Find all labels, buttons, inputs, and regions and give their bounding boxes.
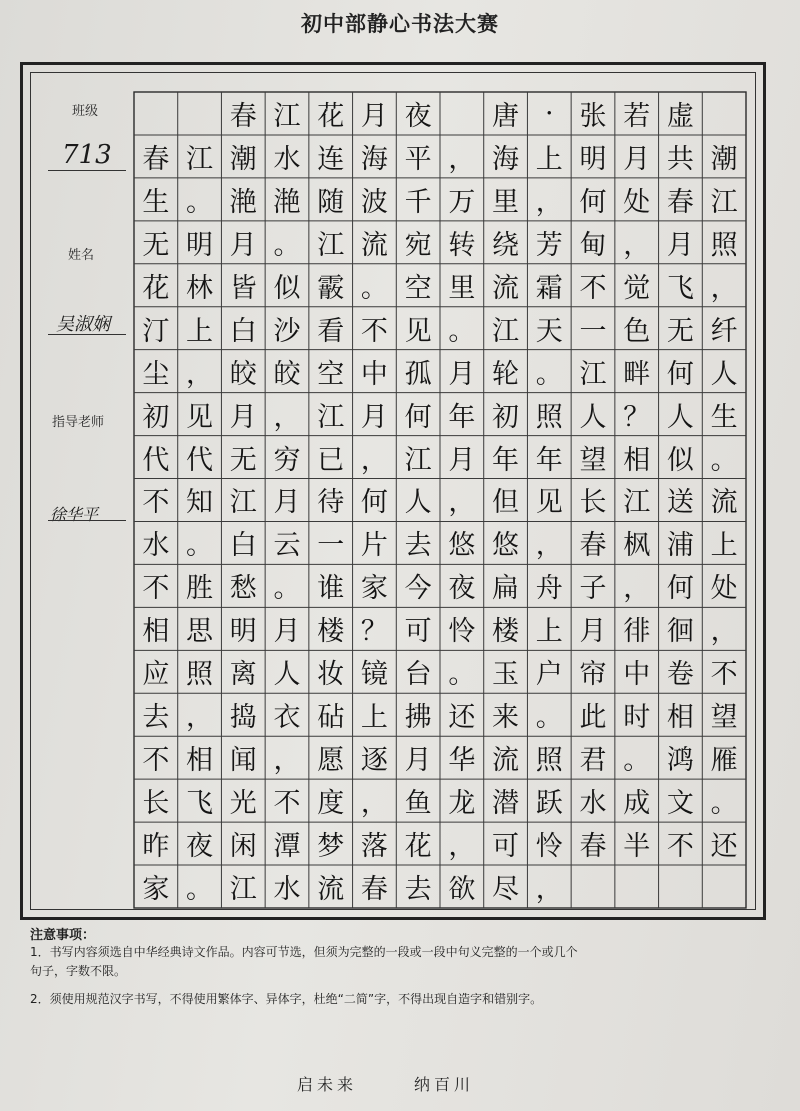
grid-cell-char: 处 xyxy=(623,186,651,218)
grid-cell-char: 不 xyxy=(142,745,170,777)
grid-cell-char: 照 xyxy=(535,401,563,433)
grid-cell-char: 楼 xyxy=(492,616,520,648)
grid-cell-char: 待 xyxy=(317,487,345,519)
grid-cell-char: 见 xyxy=(535,487,563,519)
grid-cell-char: 共 xyxy=(666,143,694,175)
grid-cell-char: 夜 xyxy=(448,573,476,605)
grid-cell-char: 尘 xyxy=(142,358,170,390)
grid-cell-char: 流 xyxy=(317,874,345,906)
grid-cell-char: 海 xyxy=(360,143,388,175)
grid-cell-char: 水 xyxy=(273,143,301,175)
grid-cell-char: 唐 xyxy=(492,100,520,132)
grid-cell-char: 花 xyxy=(317,100,345,132)
grid-cell-char: ， xyxy=(448,831,476,863)
grid-cell-char: 白 xyxy=(229,315,257,347)
grid-cell-char: 霰 xyxy=(317,272,345,304)
grid-cell-char: 明 xyxy=(229,616,257,648)
grid-cell-char: 空 xyxy=(404,272,432,304)
grid-cell-char: 愁 xyxy=(229,573,257,605)
grid-cell-char: 月 xyxy=(579,616,607,648)
grid-cell-char: ， xyxy=(535,530,563,562)
grid-cell-char: 江 xyxy=(273,100,301,132)
grid-cell-char: 江 xyxy=(579,358,607,390)
grid-cell-char: 江 xyxy=(623,487,651,519)
grid-cell-char: 沙 xyxy=(273,315,301,347)
grid-cell-char: 千 xyxy=(404,186,432,218)
grid-cell-char: 江 xyxy=(404,444,432,476)
grid-cell-char: 捣 xyxy=(229,702,257,734)
grid-cell-char: 半 xyxy=(623,831,651,863)
grid-cell-char: 何 xyxy=(666,358,694,390)
grid-cell-char: 离 xyxy=(229,659,257,691)
grid-cell-char: 昨 xyxy=(142,831,170,863)
grid-cell-char: 。 xyxy=(710,788,738,820)
grid-cell-char: 家 xyxy=(142,874,170,906)
grid-cell-char: 空 xyxy=(317,358,345,390)
grid-cell-char: 照 xyxy=(186,659,214,691)
grid-cell-char: 孤 xyxy=(404,358,432,390)
grid-cell-char: 镜 xyxy=(360,659,388,691)
grid-cell-char: 。 xyxy=(273,573,301,605)
grid-cell-char: 。 xyxy=(273,229,301,261)
grid-cell-char: 似 xyxy=(273,272,301,304)
grid-cell-char: 相 xyxy=(623,444,651,476)
grid-cell-char: 江 xyxy=(317,401,345,433)
grid-cell-char: 月 xyxy=(666,229,694,261)
grid-cell-char: 不 xyxy=(360,315,388,347)
grid-cell-char: 枫 xyxy=(623,530,651,562)
grid-cell-char: 月 xyxy=(360,401,388,433)
grid-cell-char: 无 xyxy=(666,315,694,347)
grid-cell-char: 月 xyxy=(360,100,388,132)
grid-cell-char: 。 xyxy=(535,702,563,734)
grid-cell-char: 月 xyxy=(404,745,432,777)
grid-cell-char: 闲 xyxy=(229,831,257,863)
teacher-value: 徐华平 xyxy=(50,505,99,524)
grid-cell-char: ， xyxy=(186,358,214,390)
grid-cell-char: 砧 xyxy=(317,702,345,734)
grid-cell-char: 人 xyxy=(404,487,432,519)
note-item-2: 2．须使用规范汉字书写，不得使用繁体字、异体字，杜绝“二简”字，不得出现自造字和错别字。 xyxy=(30,992,543,1006)
grid-cell-char: 皆 xyxy=(229,272,257,304)
grid-cell-char: 欲 xyxy=(448,874,476,906)
grid-cell-char: 户 xyxy=(535,659,563,691)
grid-cell-char: ， xyxy=(623,229,651,261)
grid-cell-char: 转 xyxy=(448,229,476,261)
grid-cell-char: 不 xyxy=(142,487,170,519)
grid-cell-char: 但 xyxy=(492,487,520,519)
grid-cell-char: 拂 xyxy=(404,702,432,734)
grid-cell-char: 上 xyxy=(186,315,214,347)
grid-cell-char: 何 xyxy=(666,573,694,605)
grid-cell-char: 无 xyxy=(229,444,257,476)
grid-cell-char: ？ xyxy=(360,616,388,648)
grid-cell-char: 楼 xyxy=(317,616,345,648)
grid-cell-char: 代 xyxy=(186,444,214,476)
grid-cell-char: 流 xyxy=(360,229,388,261)
grid-cell-char: 。 xyxy=(186,186,214,218)
grid-cell-char: 年 xyxy=(492,444,520,476)
grid-cell-char: 甸 xyxy=(579,229,607,261)
grid-cell-char: 月 xyxy=(623,143,651,175)
grid-cell-char: 华 xyxy=(448,745,476,777)
grid-cell-char: 处 xyxy=(710,573,738,605)
grid-cell-char: 成 xyxy=(623,788,651,820)
grid-cell-char: ， xyxy=(186,702,214,734)
grid-cell-char: 上 xyxy=(535,616,563,648)
grid-cell-char: 人 xyxy=(710,358,738,390)
grid-cell-char: 波 xyxy=(360,186,388,218)
grid-cell-char: 愿 xyxy=(317,745,345,777)
grid-cell-char: 月 xyxy=(229,401,257,433)
grid-cell-char: 长 xyxy=(142,788,170,820)
grid-cell-char: 不 xyxy=(579,272,607,304)
grid-cell-char: 色 xyxy=(623,315,651,347)
grid-cell-char: 轮 xyxy=(492,358,520,390)
notes-heading: 注意事项： xyxy=(30,928,96,943)
grid-cell-char: 江 xyxy=(229,487,257,519)
grid-cell-char: 不 xyxy=(273,788,301,820)
grid-cell-char: 时 xyxy=(623,702,651,734)
grid-cell-char: 何 xyxy=(579,186,607,218)
name-label: 姓名 xyxy=(68,248,95,263)
grid-cell-char: 潭 xyxy=(273,831,301,863)
grid-cell-char: 人 xyxy=(273,659,301,691)
grid-cell-char: 春 xyxy=(579,530,607,562)
grid-cell-char: 花 xyxy=(142,272,170,304)
grid-cell-char: 徊 xyxy=(666,616,694,648)
grid-cell-char: 玉 xyxy=(492,659,520,691)
footer-left: 启未来 xyxy=(297,1075,358,1094)
grid-cell-char: ， xyxy=(535,186,563,218)
grid-cell-char: 文 xyxy=(666,788,694,820)
grid-cell-char: · xyxy=(544,97,554,129)
grid-cell-char: 海 xyxy=(492,143,520,175)
grid-cell-char: 已 xyxy=(317,444,345,476)
grid-cell-char: ， xyxy=(623,573,651,605)
grid-cell-char: 飞 xyxy=(666,272,694,304)
grid-cell-char: 度 xyxy=(317,788,345,820)
grid-cell-char: 谁 xyxy=(317,573,345,605)
grid-cell-char: 鸿 xyxy=(666,745,694,777)
grid-cell-char: 应 xyxy=(142,659,170,691)
grid-cell-char: 霜 xyxy=(535,272,563,304)
grid-cell-char: 胜 xyxy=(186,573,214,605)
grid-cell-char: 龙 xyxy=(448,788,476,820)
grid-cell-char: 照 xyxy=(535,745,563,777)
grid-cell-char: 连 xyxy=(317,143,345,175)
grid-cell-char: 月 xyxy=(229,229,257,261)
grid-cell-char: 一 xyxy=(317,530,345,562)
grid-cell-char: 白 xyxy=(229,530,257,562)
class-value: 713 xyxy=(62,140,112,170)
grid-cell-char: 潮 xyxy=(229,143,257,175)
grid-cell-char: 皎 xyxy=(229,358,257,390)
grid-cell-char: 月 xyxy=(273,616,301,648)
grid-cell-char: 无 xyxy=(142,229,170,261)
grid-cell-char: 。 xyxy=(360,272,388,304)
grid-cell-char: 。 xyxy=(186,874,214,906)
note-item-1-line-1: 1．书写内容须选自中华经典诗文作品。内容可节选，但须为完整的一段或一段中句义完整的一个或几个 xyxy=(30,945,578,959)
grid-cell-char: 君 xyxy=(579,745,607,777)
grid-cell-char: ， xyxy=(273,745,301,777)
grid-cell-char: 平 xyxy=(404,143,432,175)
class-label: 班级 xyxy=(72,104,99,119)
grid-cell-char: 春 xyxy=(360,874,388,906)
grid-cell-char: 春 xyxy=(142,143,170,175)
grid-cell-char: 片 xyxy=(360,530,388,562)
grid-cell-char: 。 xyxy=(186,530,214,562)
grid-cell-char: 水 xyxy=(273,874,301,906)
grid-cell-char: 一 xyxy=(579,315,607,347)
grid-cell-char: 随 xyxy=(317,186,345,218)
grid-cell-char: 月 xyxy=(448,444,476,476)
grid-cell-char: 何 xyxy=(404,401,432,433)
grid-cell-char: 尽 xyxy=(492,874,520,906)
grid-cell-char: 江 xyxy=(317,229,345,261)
grid-cell-char: 初 xyxy=(142,401,170,433)
grid-cell-char: 人 xyxy=(579,401,607,433)
grid-cell-char: 逐 xyxy=(360,745,388,777)
grid-cell-char: 春 xyxy=(579,831,607,863)
grid-cell-char: 帘 xyxy=(579,659,607,691)
grid-cell-char: 相 xyxy=(142,616,170,648)
grid-cell-char: 子 xyxy=(579,573,607,605)
grid-cell-char: 舟 xyxy=(535,573,563,605)
grid-cell-char: ， xyxy=(535,874,563,906)
grid-cell-char: 滟 xyxy=(273,186,301,218)
grid-cell-char: 人 xyxy=(666,401,694,433)
grid-cell-char: 天 xyxy=(535,315,563,347)
grid-cell-char: 不 xyxy=(142,573,170,605)
grid-cell-char: 生 xyxy=(142,186,170,218)
grid-cell-char: 去 xyxy=(404,530,432,562)
grid-cell-char: 闻 xyxy=(229,745,257,777)
grid-cell-char: 夜 xyxy=(186,831,214,863)
grid-cell-char: 水 xyxy=(579,788,607,820)
grid-cell-char: 知 xyxy=(186,487,214,519)
grid-cell-char: 见 xyxy=(186,401,214,433)
grid-cell-char: 悠 xyxy=(448,530,476,562)
grid-cell-char: 里 xyxy=(492,186,520,218)
grid-cell-char: 扁 xyxy=(492,573,520,605)
grid-cell-char: ， xyxy=(710,616,738,648)
grid-cell-char: 今 xyxy=(404,573,432,605)
grid-cell-char: 还 xyxy=(448,702,476,734)
grid-cell-char: 月 xyxy=(448,358,476,390)
grid-cell-char: 绕 xyxy=(492,229,520,261)
grid-cell-char: 跃 xyxy=(535,788,563,820)
grid-cell-char: 。 xyxy=(535,358,563,390)
grid-cell-char: 徘 xyxy=(623,616,651,648)
grid-cell-char: 春 xyxy=(229,100,257,132)
grid-cell-char: 中 xyxy=(360,358,388,390)
grid-cell-char: 此 xyxy=(579,702,607,734)
grid-cell-char: 年 xyxy=(535,444,563,476)
grid-cell-char: 还 xyxy=(710,831,738,863)
page-title: 初中部静心书法大赛 xyxy=(301,11,499,36)
grid-cell-char: 去 xyxy=(404,874,432,906)
grid-cell-char: 云 xyxy=(273,530,301,562)
grid-cell-char: 长 xyxy=(579,487,607,519)
grid-cell-char: 潮 xyxy=(710,143,738,175)
grid-cell-char: 照 xyxy=(710,229,738,261)
grid-cell-char: 何 xyxy=(360,487,388,519)
grid-cell-char: 望 xyxy=(710,702,738,734)
grid-cell-char: 光 xyxy=(229,788,257,820)
grid-cell-char: 台 xyxy=(404,659,432,691)
grid-cell-char: 林 xyxy=(186,272,214,304)
grid-cell-char: 滟 xyxy=(229,186,257,218)
grid-cell-char: 相 xyxy=(666,702,694,734)
grid-cell-char: 上 xyxy=(360,702,388,734)
grid-cell-char: ， xyxy=(360,788,388,820)
grid-cell-char: 似 xyxy=(666,444,694,476)
grid-cell-char: 芳 xyxy=(535,229,563,261)
grid-cell-char: 可 xyxy=(492,831,520,863)
grid-cell-char: 看 xyxy=(317,315,345,347)
grid-cell-char: 落 xyxy=(360,831,388,863)
grid-cell-char: 浦 xyxy=(666,530,694,562)
grid-cell-char: 江 xyxy=(710,186,738,218)
grid-cell-char: 妆 xyxy=(317,659,345,691)
grid-cell-char: 送 xyxy=(666,487,694,519)
grid-cell-char: 流 xyxy=(710,487,738,519)
grid-cell-char: 梦 xyxy=(317,831,345,863)
grid-cell-char: 生 xyxy=(710,401,738,433)
grid-cell-char: 夜 xyxy=(404,100,432,132)
grid-cell-char: 江 xyxy=(229,874,257,906)
grid-cell-char: 皎 xyxy=(273,358,301,390)
grid-cell-char: 月 xyxy=(273,487,301,519)
grid-cell-char: 明 xyxy=(579,143,607,175)
grid-cell-char: 潜 xyxy=(492,788,520,820)
grid-cell-char: 若 xyxy=(623,100,651,132)
grid-cell-char: 衣 xyxy=(273,702,301,734)
teacher-label: 指导老师 xyxy=(52,415,105,430)
grid-cell-char: 上 xyxy=(710,530,738,562)
grid-cell-char: 万 xyxy=(448,186,476,218)
grid-cell-char: 初 xyxy=(492,401,520,433)
grid-cell-char: 流 xyxy=(492,272,520,304)
footer-right: 纳百川 xyxy=(414,1075,475,1094)
grid-cell-char: 花 xyxy=(404,831,432,863)
grid-cell-char: 觉 xyxy=(623,272,651,304)
grid-cell-char: 家 xyxy=(360,573,388,605)
grid-cell-char: 悠 xyxy=(492,530,520,562)
grid-cell-char: 望 xyxy=(579,444,607,476)
grid-cell-char: 畔 xyxy=(623,358,651,390)
grid-cell-char: 不 xyxy=(710,659,738,691)
grid-cell-char: 明 xyxy=(186,229,214,261)
grid-cell-char: 张 xyxy=(579,100,607,132)
grid-cell-char: 怜 xyxy=(535,831,563,863)
grid-cell-char: 见 xyxy=(404,315,432,347)
grid-cell-char: 里 xyxy=(448,272,476,304)
grid-cell-char: 卷 xyxy=(666,659,694,691)
grid-cell-char: 穷 xyxy=(273,444,301,476)
grid-cell-char: 年 xyxy=(448,401,476,433)
grid-cell-char: 。 xyxy=(448,315,476,347)
grid-cell-char: 雁 xyxy=(710,745,738,777)
grid-cell-char: 代 xyxy=(142,444,170,476)
grid-cell-char: 春 xyxy=(666,186,694,218)
grid-cell-char: 。 xyxy=(623,745,651,777)
grid-cell-char: 虚 xyxy=(666,100,694,132)
grid-cell-char: 思 xyxy=(186,616,214,648)
grid-cell-char: ， xyxy=(710,272,738,304)
grid-cell-char: 。 xyxy=(710,444,738,476)
grid-cell-char: 飞 xyxy=(186,788,214,820)
grid-cell-char: 怜 xyxy=(448,616,476,648)
grid-cell-char: 宛 xyxy=(404,229,432,261)
grid-cell-char: 流 xyxy=(492,745,520,777)
grid-cell-char: 鱼 xyxy=(404,788,432,820)
grid-cell-char: ， xyxy=(448,487,476,519)
grid-cell-char: 去 xyxy=(142,702,170,734)
grid-cell-char: 来 xyxy=(492,702,520,734)
grid-cell-char: 江 xyxy=(492,315,520,347)
grid-cell-char: 水 xyxy=(142,530,170,562)
grid-cell-char: 江 xyxy=(186,143,214,175)
grid-cell-char: 。 xyxy=(448,659,476,691)
grid-cell-char: 可 xyxy=(404,616,432,648)
grid-cell-char: 中 xyxy=(623,659,651,691)
grid-cell-char: ， xyxy=(448,143,476,175)
grid-cell-char: 纤 xyxy=(710,315,738,347)
grid-cell-char: 上 xyxy=(535,143,563,175)
grid-cell-char: 不 xyxy=(666,831,694,863)
grid-cell-char: ？ xyxy=(623,401,651,433)
grid-cell-char: ， xyxy=(273,401,301,433)
note-item-1-line-2: 句子，字数不限。 xyxy=(30,964,127,978)
grid-cell-char: 汀 xyxy=(142,315,170,347)
grid-cell-char: 相 xyxy=(186,745,214,777)
name-value: 吴淑娴 xyxy=(56,314,110,335)
grid-cell-char: ， xyxy=(360,444,388,476)
